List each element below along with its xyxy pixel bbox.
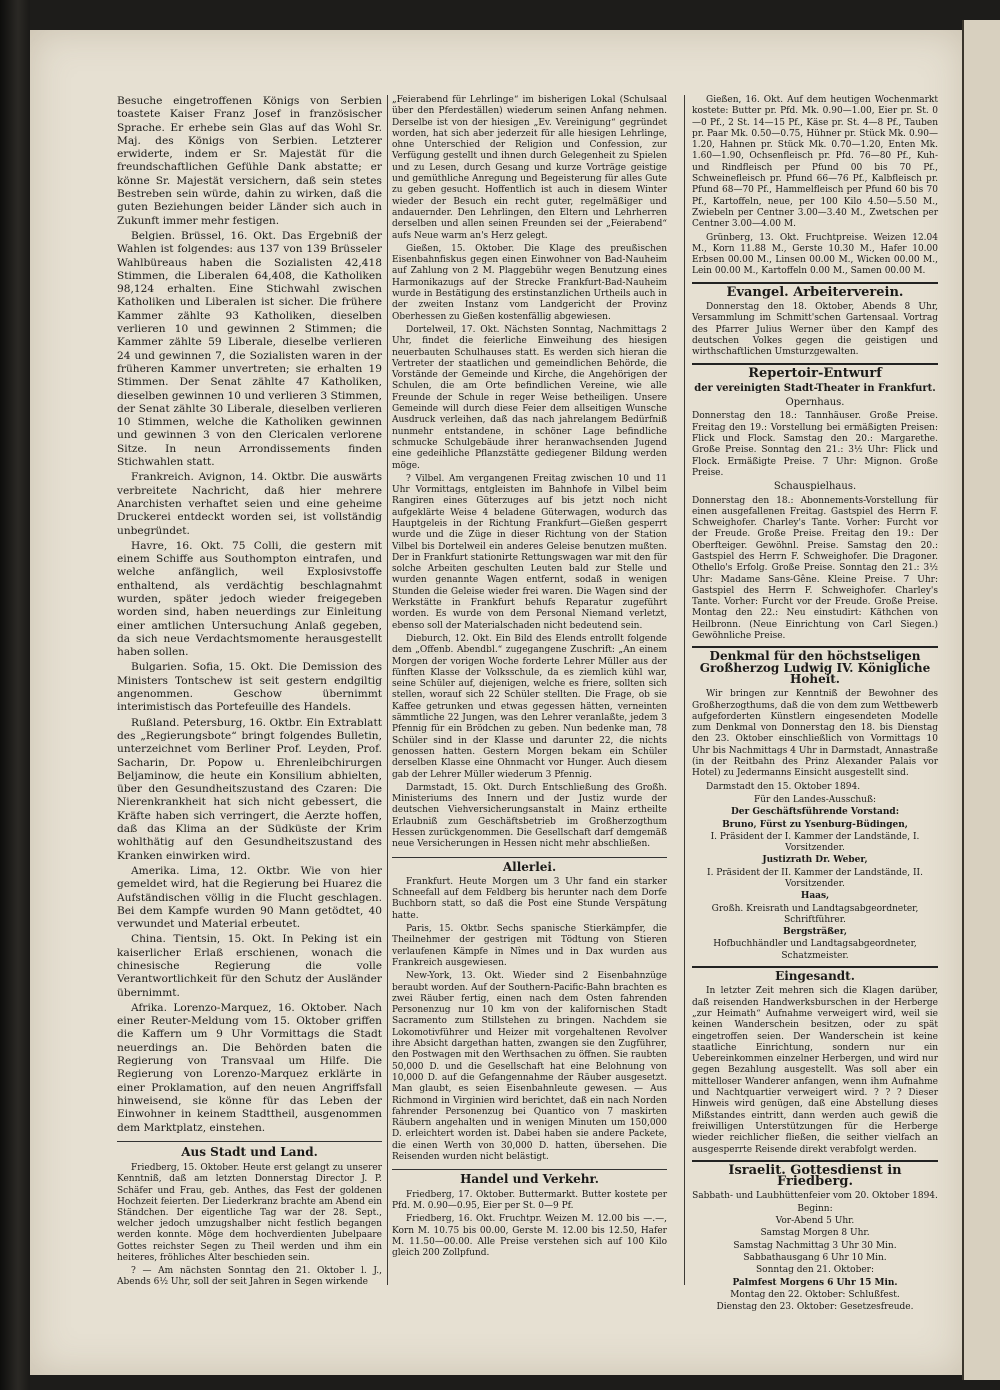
ad-evangel-text: Donnerstag den 18. Oktober, Abends 8 Uhr, Versammlung im Schmitt'schen Gartensaal. Vortrag des Pfarrer Julius Werner über den Kampf des deutschen Volkes gegen die geistigen und wirthschaftlichen Umsturzgewalten. xyxy=(692,302,938,358)
article-new-york: New-York, 13. Okt. Wieder sind 2 Eisenbahnzüge beraubt worden. Auf der Southern-Pacific-Bahn brachten es zwei Räuber fertig, einen nach dem Osten fahrenden Personenzug nur 10 km von der kalifornischen Stadt Sacramento zum Stillstehen zu bringen. Nachdem sie Lokomotivführer und Heizer mit vorgehaltenen Revolver ihre Absicht dargethan hatten, zwangen sie den Zugführer, den Postwagen mit den Werthsachen zu öffnen. Sie raubten 50,000 D. und die Gesellschaft hat eine Belohnung von 10,000 D. auf die Gefangennahme der Räuber ausgesetzt. Man glaubt, es seien Eisenbahnleute gewesen. — Aus Richmond in Virginien wird berichtet, daß ein nach Norden fahrender Personenzug bei Quantico von 7 maskirten Räubern angehalten und in wenigen Minuten um 150,000 D. erleichtert worden ist. Dabei haben sie andere Packete, die einen Werth von 30,000 D. hatten, übersehen. Die Reisenden wurden nicht belästigt. xyxy=(392,971,667,1163)
israelit-time-6: Palmfest Morgens 6 Uhr 15 Min. xyxy=(732,1277,898,1288)
column-rule-2 xyxy=(684,95,685,1285)
israelit-time-4: Sabbathausgang 6 Uhr 10 Min. xyxy=(743,1252,887,1263)
article-giessen-klage: Gießen, 15. Oktober. Die Klage des preußischen Eisenbahnfiskus gegen einen Einwohner von Bad-Nauheim auf Zahlung von 2 M. Plaggebühr wegen Benutzung eines Harmonikazugs auf der Strecke Frankfurt-Bad-Nauheim wurde in Bestätigung des erstinstanzlichen Urtheils auch in der zweiten Instanz vom Landgericht der Provinz Oberhessen zu Gießen kostenfällig abgewiesen. xyxy=(392,243,667,322)
article-africa: Afrika. Lorenzo-Marquez, 16. Oktober. Nach einer Reuter-Meldung vom 15. Oktober griffen die Kaffern um 9 Uhr Vormittags die Stadt neuerdings an. Die Behörden baten die Regierung von Transvaal um Hilfe. Die Regierung von Lorenzo-Marquez erklärte in einer Proklamation, auf den neuen Angriffsfall hinweisend, sie könne für das Leben der Einwohner in keinem Stadttheil, ausgenommen dem Marktplatz, einstehen. xyxy=(117,1001,382,1134)
signature-name-weber: Justizrath Dr. Weber, xyxy=(762,855,868,866)
ad-subheading-repertoir: der vereinigten Stadt-Theater in Frankfurt. xyxy=(694,382,936,394)
ad-heading-denkmal: Denkmal für den höchstseligen Großherzog Ludwig IV. Königliche Hoheit. xyxy=(692,646,938,685)
ad-heading-repertoir: Repertoir-Entwurf xyxy=(692,363,938,379)
article-friedberg-butter: Friedberg, 17. Oktober. Buttermarkt. Butter kostete per Pfd. M. 0.90—0.95, Eier per St. 0—9 Pf. xyxy=(392,1189,667,1211)
article-paris: Paris, 15. Oktbr. Sechs spanische Stierkämpfer, die Theilnehmer der gestrigen mit Tödtung von Stieren verlaufenen Kämpfe in Nîmes und in Dax wurden aus Frankreich ausgewiesen. xyxy=(392,924,667,968)
article-dieburch: Dieburch, 12. Okt. Ein Bild des Elends entrollt folgende dem „Offenb. Abendbl.“ zugegangene Zuschrift: „An einem Morgen der vorigen Woche forderte Lehrer Müller aus der fünften Klasse der Volksschule, da es ziemlich kühl war, seine Schüler auf, diejenigen, welche es friere, sollten sich stellen, worauf sich 22 Schüler stellten. Die Frage, ob sie Kaffee getrunken und etwas gegessen hätten, verneinten sämmtliche 22 Jungen, was den Lehrer veranlaßte, jedem 3 Pfennig für ein Brödchen zu geben. Nun bedenke man, 78 Schüler sind in der Klasse und darunter 22, die nichts genossen hatten. Gestern Morgen bekam ein Schüler derselben Klasse eine Ohnmacht vor Hunger. Auch diesem gab der Lehrer Müller wiederum 3 Pfennig. xyxy=(392,633,667,780)
article-belgium: Belgien. Brüssel, 16. Okt. Das Ergebniß der Wahlen ist folgendes: aus 137 von 139 Brüsseler Wahlbüreaus haben die Sozialisten 42,418 Stimmen, die Liberalen 64,408, die Katholiken 98,124 erhalten. Eine Stichwahl zwischen Katholiken und Liberalen ist sicher. Die frühere Kammer zählte 93 Katholiken, dieselben verlieren 10 und gewinnen 2 Stimmen; die Kammer zählte 59 Liberale, dieselbe verlieren 24 und gewinnen 7, die Sozialisten waren in der früheren Kammer unvertreten; sie erhalten 19 Stimmen. Der Senat zählte 47 Katholiken, dieselben gewinnen 10 und verlieren 3 Stimmen, der Senat zählte 30 Liberale, dieselben verlieren 10 Stimmen, welche die Katholiken gewinnen und gewinnen 3 von den Clericalen verlorene Sitze. In neun Arrondissements finden Stichwahlen statt. xyxy=(117,229,382,469)
article-france-havre: Havre, 16. Okt. 75 Colli, die gestern mit einem Schiffe aus Southompton eintrafen, und welche anfänglich, weil Explosivstoffe enthaltend, als verdächtig beschlagnahmt wurden, später jedoch wieder freigegeben worden sind, haben neuerdings zur Einleitung einer amtlichen Untersuchung Anlaß gegeben, da sich neue Verdachtsmomente herausgestellt haben sollen. xyxy=(117,539,382,659)
ad-denkmal-date: Darmstadt den 15. Oktober 1894. xyxy=(706,781,861,792)
signature-name-bergstraesser: Bergsträßer, xyxy=(783,927,847,938)
book-spine xyxy=(0,0,30,1390)
signature-title-bruno: I. Präsident der I. Kammer der Landstände, I. Vorsitzender. xyxy=(710,831,920,854)
opernhaus-label: Opernhaus. xyxy=(785,397,845,409)
article-vilbel: ? Vilbel. Am vergangenen Freitag zwischen 10 und 11 Uhr Vormittags, entgleisten im Bahnhofe in Vilbel beim Rangiren eines Güterzuges auf bis jetzt noch nicht aufgeklärte Weise 4 beladene Güterwagen, wodurch das Hauptgeleis in der Richtung Frankfurt—Gießen gesperrt wurde und die Züge in dieser Richtung von der Station Vilbel bis Dortelweil ein anderes Geleise benutzen mußten. Der in Frankfurt stationirte Rettungswagen war mit den für solche Arbeiten geschulten Leuten bald zur Stelle und wurden genannte Wagen entfernt, sodaß in wenigen Stunden die Geleise wieder frei waren. Die Wagen sind der Werkstätte in Frankfurt behufs Reparatur zugeführt worden. Es wurde von dem Personal Niemand verletzt, ebenso soll der Materialschaden nicht bedeutend sein. xyxy=(392,473,667,631)
article-dortelweil: Dortelweil, 17. Okt. Nächsten Sonntag, Nachmittags 2 Uhr, findet die feierliche Einweihung des hiesigen neuerbauten Schulhauses statt. Es werden sich hieran die Vertreter der staatlichen und gemeindlichen Behörde, die Vorstände der Gemeinde und Kirche, die Angehörigen der Schulen, die am Orte befindlichen Vereine, wie alle Freunde der Schule in reger Weise betheiligen. Unsere Gemeinde will durch diese Feier dem allseitigen Wunsche Ausdruck verleihen, daß das nach jahrelangem Bedürfniß nunmehr entstandene, in schöner Lage befindliche schmucke Schulgebäude ihrer heranwachsenden Jugend eine gedeihliche Pflanzstätte gediegener Bildung werden möge. xyxy=(392,324,667,471)
article-america: Amerika. Lima, 12. Oktbr. Wie von hier gemeldet wird, hat die Regierung bei Huarez die Aufständischen völlig in die Flucht geschlagen. Bei dem Kampfe wurden 90 Mann getödtet, 40 verwundet und Material erbeutet. xyxy=(117,864,382,931)
ad-eingesandt-text: In letzter Zeit mehren sich die Klagen darüber, daß reisenden Handwerksburschen in der Herberge „zur Heimath“ Aufnahme verweigert wird, weil sie keinen Wanderschein besitzen, oder zu spät eingetroffen seien. Der Wanderschein ist keine staatliche Einrichtung, sondern nur ein Uebereinkommen einzelner Herbergen, und wird nur gegen Bezahlung ausgestellt. Was soll aber ein mittelloser Wanderer anfangen, wenn ihm Aufnahme und Nachtquartier verweigert wird. ? ? ? Dieser Hinweis wird genügen, daß eine Abstellung dieses Mißstandes eintritt, dann werden auch gewiß die freiwilligen Unterstützungen für die Herberge wieder reichlicher fließen, die seither vielfach an ausgesperrte Reisende direkt verabfolgt werden. xyxy=(692,986,938,1155)
israelit-time-3: Samstag Nachmittag 3 Uhr 30 Min. xyxy=(733,1240,897,1251)
article-france-avignon: Frankreich. Avignon, 14. Oktbr. Die auswärts verbreitete Nachricht, daß hier mehrere Anarchisten verhaftet seien und eine geheime Druckerei entdeckt worden sei, ist vollständig unbegründet. xyxy=(117,471,382,537)
article-bulgaria: Bulgarien. Sofia, 15. Okt. Die Demission des Ministers Tontschew ist seit gestern endgiltig angenommen. Geschow übernimmt interimistisch das Portefeuille des Handels. xyxy=(117,661,382,714)
article-friedberg-hochzeit: Friedberg, 15. Oktober. Heute erst gelangt zu unserer Kenntniß, daß am letzten Donnerstag Director J. P. Schäfer und Frau, geb. Anthes, das Fest der goldenen Hochzeit feierten. Der Liederkranz brachte am Abend ein Ständchen. Der eigentliche Tag war der 28. Sept., welcher jedoch umzugshalber nicht festlich begangen werden konnte. Möge dem hochverdienten Jubelpaare Gottes reichster Segen zu Theil werden und ihm ein heiteres, fröhliches Alter beschieden sein. xyxy=(117,1163,382,1263)
signature-title-bergstraesser: Hofbuchhändler und Landtagsabgeordneter, Schatzmeister. xyxy=(713,939,917,961)
article-frankfurt-schnee: Frankfurt. Heute Morgen um 3 Uhr fand ein starker Schneefall auf dem Feldberg bis herunter nach dem Dorfe Buchborn statt, so daß die Post eine Stunde Verspätung hatte. xyxy=(392,876,667,921)
section-heading-stadt-land: Aus Stadt und Land. xyxy=(117,1141,382,1159)
section-heading-allerlei: Allerlei. xyxy=(392,857,667,873)
opernhaus-program: Donnerstag den 18.: Tannhäuser. Große Preise. Freitag den 19.: Vorstellung bei ermäßigten Preisen: Flick und Flock. Samstag den 20.: Margarethe. Große Preise. Sonntag den 21.: 3½ Uhr: Flick und Flock. Ermäßigte Preise. 7 Uhr: Mignon. Große Preise. xyxy=(692,411,938,478)
column-rule-1 xyxy=(387,95,388,1285)
israelit-time-5: Sonntag den 21. Oktober: xyxy=(756,1265,874,1276)
ad-denkmal-text: Wir bringen zur Kenntniß der Bewohner des Großherzogthums, daß die von dem zum Wettbewerb aufgeforderten Künstlern eingesendeten Modelle zum Denkmal von Donnerstag den 18. bis Dienstag den 23. Oktober einschließlich von Vormittags 10 Uhr bis Nachmittags 4 Uhr in Darmstadt, Annastraße (in der Reitbahn des Prinz Alexander Palais vor Hotel) zu Jedermanns Einsicht ausgestellt sind. xyxy=(692,689,938,779)
column-2 xyxy=(392,95,667,1261)
signature-line-1: Für den Landes-Ausschuß: xyxy=(753,794,877,805)
signature-line-2: Der Geschäftsführende Vorstand: xyxy=(730,807,900,818)
adjacent-page-edge xyxy=(962,20,1000,1380)
schauspielhaus-label: Schauspielhaus. xyxy=(773,481,857,493)
article-gruenberg: Grünberg, 13. Okt. Fruchtpreise. Weizen 12.04 M., Korn 11.88 M., Gerste 10.30 M., Hafer 10.00 Erbsen 00.00 M., Linsen 00.00 M., Wicken 00.00 M., Lein 00.00 M., Kartoffeln 0.00 M., Samen 00.00 M. xyxy=(692,232,938,277)
section-heading-handel: Handel und Verkehr. xyxy=(392,1169,667,1185)
israelit-time-8: Dienstag den 23. Oktober: Gesetzesfreude. xyxy=(716,1302,914,1313)
israelit-beginn: Beginn: xyxy=(797,1203,833,1214)
signature-name-haas: Haas, xyxy=(800,891,830,902)
israelit-time-1: Vor-Abend 5 Uhr. xyxy=(775,1216,855,1227)
israelit-subheading: Sabbath- und Laubhüttenfeier vom 20. Oktober 1894. xyxy=(692,1191,938,1202)
ad-heading-evangel: Evangel. Arbeiterverein. xyxy=(692,282,938,298)
article-darmstadt: Darmstadt, 15. Okt. Durch Entschließung des Großh. Ministeriums des Innern und der Justiz wurde der deutschen Viehversicherungsanstalt in Mainz ertheilte Erlaubniß zum Geschäftsbetrieb im Großherzogthum Hessen zurückgenommen. Die Gesellschaft darf demgemäß neue Versicherungen in Hessen nicht mehr abschließen. xyxy=(392,782,667,850)
israelit-time-2: Samstag Morgen 8 Uhr. xyxy=(760,1228,870,1239)
article-china: China. Tientsin, 15. Okt. In Peking ist ein kaiserlicher Erlaß erschienen, wonach die chinesische Regierung die volle Verantwortlichkeit für den Schutz der Ausländer übernimmt. xyxy=(117,933,382,999)
article-russia: Rußland. Petersburg, 16. Oktbr. Ein Extrablatt des „Regierungsbote“ bringt folgendes Bulletin, unterzeichnet vom Berliner Prof. Leyden, Prof. Sacharin, Dr. Popow u. Ehrenleibchirurgen Beljaminow, die heute ein Konsilium abhielten, über den Gesundheitszustand des Czaren: Die Nierenkrankheit hat sich nicht gebessert, die Kräfte haben sich verringert, die Aerzte hoffen, daß das Klima an der Südküste der Krim wohlthätig auf den Gesundheitszustand des Kranken einwirken wird. xyxy=(117,716,382,862)
signature-title-weber: I. Präsident der II. Kammer der Landstände, II. Vorsitzender. xyxy=(707,867,923,889)
signature-title-haas: Großh. Kreisrath und Landtagsabgeordneter, Schriftführer. xyxy=(711,903,919,925)
schauspielhaus-program: Donnerstag den 18.: Abonnements-Vorstellung für einen ausgefallenen Freitag. Gastspiel des Herrn F. Schweighofer. Charley's Tante. Vorher: Furcht vor der Freude. Große Preise. Freitag den 19.: Der Oberfteiger. Gewöhnl. Preise. Samstag den 20.: Gastspiel des Herrn F. Schweighofer. Die Dragoner. Othello's Erfolg. Große Preise. Sonntag den 21.: 3½ Uhr: Madame Sans-Gêne. Kleine Preise. 7 Uhr: Gastspiel des Herrn F. Schweighofer. Charley's Tante. Vorher: Furcht vor der Freude. Große Preise. Montag den 22.: Neu einstudirt: Käthchen von Heilbronn. (Neue Einrichtung von Carl Siegen.) Gewöhnliche Preise. xyxy=(692,495,938,642)
article-giessen-markt: Gießen, 16. Okt. Auf dem heutigen Wochenmarkt kostete: Butter pr. Pfd. Mk. 0.90—1.00, Eier pr. St. 0—0 Pf., 2 St. 14—15 Pf., Käse pr. St. 4—8 Pf., Tauben pr. Paar Mk. 0.50—0.75, Hühner pr. Stück Mk. 0.90—1.20, Hahnen pr. Stück Mk. 0.70—1.20, Enten Mk. 1.60—1.90, Ochsenfleisch pr. Pfd. 76—80 Pf., Kuh- und Rindfleisch per Pfund 00 bis 70 Pf., Schweinefleisch pr. Pfund 66—76 Pf., Kalbfleisch pr. Pfund 68—70 Pf., Hammelfleisch per Pfund 60 bis 70 Pf., Kartoffeln, neue, per 100 Kilo 4.50—5.50 M., Zwiebeln per Centner 3.00—3.40 M., Zwetschen per Centner 3.00—4.00 M. xyxy=(692,95,938,230)
article-friedberg-sonntag: ? — Am nächsten Sonntag den 21. Oktober l. J., Abends 6½ Uhr, soll der seit Jahren in Segen wirkende xyxy=(117,1265,382,1288)
column-1 xyxy=(117,95,382,1290)
ad-heading-eingesandt: Eingesandt. xyxy=(692,966,938,982)
ad-heading-israelit: Israelit. Gottesdienst in Friedberg. xyxy=(692,1160,938,1188)
signature-name-bruno: Bruno, Fürst zu Ysenburg-Büdingen, xyxy=(722,819,908,830)
article-serbia-toast: Besuche eingetroffenen Königs von Serbien toastete Kaiser Franz Josef in französischer Sprache. Er erhebe sein Glas auf das Wohl Sr. Maj. des Königs von Serbien. Letzterer erwiderte, indem er Sr. Majestät für die freundschaftlichen Gefühle Dank abstatte; er könne Sr. Majestät versichern, daß sein stetes Bestreben sein würde, dahin zu wirken, daß die guten Beziehungen beider Länder sich auch in Zukunft immer mehr festigen. xyxy=(117,95,382,227)
column-3 xyxy=(692,95,938,1314)
israelit-time-7: Montag den 22. Oktober: Schlußfest. xyxy=(730,1289,900,1300)
article-friedberg-frucht: Friedberg, 16. Okt. Fruchtpr. Weizen M. 12.00 bis —.—, Korn M. 10.75 bis 00.00, Gerste M. 12.00 bis 12.50, Hafer M. 11.50—00.00. Alle Preise verstehen sich auf 100 Kilo gleich 200 Zollpfund. xyxy=(392,1214,667,1259)
article-feierabend: „Feierabend für Lehrlinge“ im bisherigen Lokal (Schulsaal über den Pferdeställen) wiederum seinen Anfang nehmen. Derselbe ist von der hiesigen „Ev. Vereinigung“ gegründet worden, hat sich aber jederzeit für alle hiesigen Lehrlinge, ohne Unterschied der Religion und Confession, zur Verfügung gestellt und ihnen durch Gelegenheit zu Spielen und zu Lesen, durch Gesang und kurze Vorträge geistige und gemüthliche Anregung und Begeisterung für alles Gute zu geben gesucht. Hoffentlich ist auch in diesem Winter wieder der Besuch ein recht guter, regelmäßiger und andauernder. Den Lehrlingen, den Eltern und Lehrherren derselben und allen seinen Freunden sei der „Feierabend“ aufs Neue warm an's Herz gelegt. xyxy=(392,95,667,241)
